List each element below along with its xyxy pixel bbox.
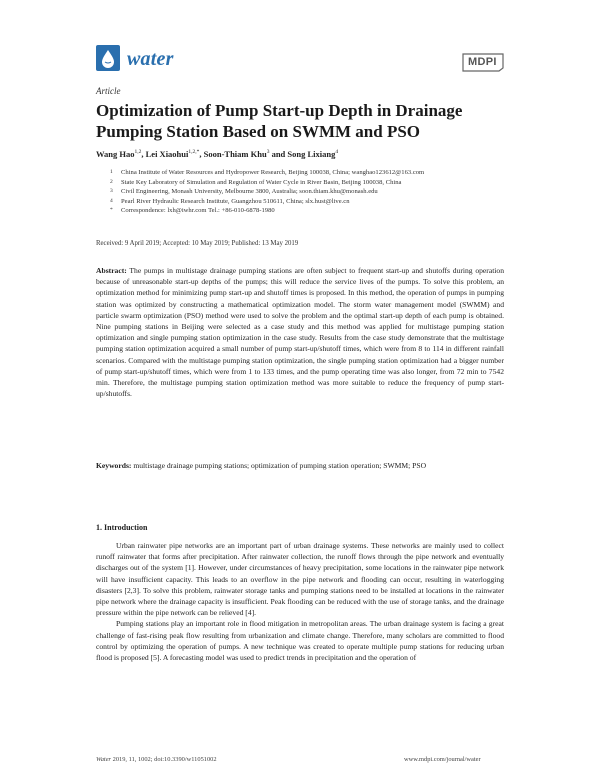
footer-citation-text: 2019, 11, 1002; doi:10.3390/w11051002 bbox=[112, 756, 217, 763]
author-name: Song Lixiang bbox=[287, 149, 336, 159]
keywords-label: Keywords: bbox=[96, 461, 132, 470]
publisher-name: MDPI bbox=[468, 56, 497, 68]
footer-url[interactable]: www.mdpi.com/journal/water bbox=[404, 756, 481, 763]
author-affiliation-marker: 1,2,* bbox=[188, 149, 200, 156]
journal-name: water bbox=[127, 48, 174, 70]
affiliation-item bbox=[110, 187, 510, 197]
keywords-text: multistage drainage pumping stations; optimization of pumping station operation; SWMM; PSO bbox=[133, 461, 427, 470]
keywords bbox=[96, 460, 504, 471]
abstract-label: Abstract: bbox=[96, 266, 127, 275]
journal-logo-icon bbox=[96, 45, 120, 71]
author-affiliation-marker: 3 bbox=[266, 149, 270, 156]
author-affiliation-marker: 4 bbox=[335, 149, 339, 156]
section-heading: 1. Introduction bbox=[96, 523, 148, 532]
affiliation-text: China Institute of Water Resources and Hydropower Research, Beijing 100038, China; wanghao123612@163.com bbox=[121, 169, 425, 176]
affiliation-number: 4 bbox=[110, 197, 113, 204]
affiliation-number: 1 bbox=[110, 169, 113, 175]
affiliation-item bbox=[110, 168, 510, 178]
article-title: Optimization of Pump Start-up Depth in Drainage Pumping Station Based on SWMM and PSO bbox=[96, 101, 463, 141]
author-list: Wang Hao$^{1,2}$, Lei Xiaohui$^{1,2,*}$, Soon-Thiam Khu$^3$ and Song Lixiang$^4$ bbox=[96, 149, 339, 159]
author-name: Soon-Thiam Khu bbox=[203, 149, 267, 159]
article-type: Article bbox=[96, 86, 121, 96]
abstract bbox=[96, 265, 504, 399]
affiliation-text: State Key Laboratory of Simulation and Regulation of Water Cycle in River Basin, Beijing 100038, China bbox=[121, 178, 402, 186]
paragraph: Pumping stations play an important role in flood mitigation in metropolitan areas. The urban drainage system is facing a great challenge of fast-rising peak flow resulting from urbanization and climate change. Therefore, many scholars are committed to flood control by optimizing the operation of pumps. A new technique was created to operate multiple pump stations for reducing urban flood is proposed [5]. A forecasting model was used to predict trends in precipitation and the operation of bbox=[96, 619, 504, 663]
affiliation-item bbox=[110, 197, 510, 207]
affiliation-item bbox=[110, 206, 510, 216]
affiliations bbox=[110, 168, 510, 216]
affiliation-number: 3 bbox=[110, 188, 113, 195]
affiliation-item bbox=[110, 178, 510, 188]
footer-citation bbox=[96, 756, 217, 763]
paragraph: Urban rainwater pipe networks are an important part of urban drainage systems. These networks are mainly used to collect runoff rainwater that forms after precipitation. After rainwater collection, the runoff flows through the pipe network and eventually discharges out of the system [1]. However, under circumstances of heavy precipitation, some locations in the rainwater pipe network will have insufficient capacity. This leads to an overflow in the pipe network and flooding can occur, resulting in waterlogging disasters [2,3]. To solve this problem, rainwater storage tanks and pumping stations need to be installed at locations in the rainwater pipe network where the drainage capacity is insufficient. Peak flooding can be reduced with the use of storage tanks, and the drainage pressure within the pipe network can be relieved [4]. bbox=[96, 541, 504, 618]
author-name: Wang Hao bbox=[96, 149, 135, 159]
author-affiliation-marker: 1,2 bbox=[134, 149, 142, 156]
affiliation-number: 2 bbox=[110, 178, 113, 185]
publication-dates: Received: 9 April 2019; Accepted: 10 May 2019; Published: 13 May 2019 bbox=[96, 240, 299, 247]
correspondence-text: Correspondence: lxh@iwhr.com Tel.: +86-010-6878-1980 bbox=[121, 207, 275, 215]
footer-journal: Water bbox=[96, 756, 112, 763]
affiliation-text: Pearl River Hydraulic Research Institute, Guangzhou 510611, China; slx.hust@live.cn bbox=[121, 197, 350, 205]
author-name: Lei Xiaohui bbox=[145, 149, 189, 159]
affiliation-text: Civil Engineering, Monash University, Melbourne 3800, Australia; soon.thiam.khu@monash.edu bbox=[121, 188, 378, 196]
affiliation-number: * bbox=[110, 207, 113, 214]
body-text bbox=[96, 540, 504, 663]
publisher-logo bbox=[461, 52, 505, 72]
abstract-text: The pumps in multistage drainage pumping stations are often subject to frequent start-up and shutoffs during operation because of unreasonable start-up depths of the pumps; this will reduce the service lives of the pumps. To solve this problem, an optimization method for minimizing pump start-up and shutoff times is proposed. In this method, the operation of pumps in pumping station was optimized by constructing a mathematical optimization model. The storm water management model (SWMM) and particle swarm optimization (PSO) method were used to solve the problem and the optimal start-up depth of each pump is obtained. Nine pumping stations in Beijing were selected as a case study and this method was applied for multistage pumping station optimization and single pumping station optimization in the case study. Results from the case study demonstrate that the multistage pumping station optimization acquired a small number of pump start-up/shutoff times, which were from 8 to 114 in different rainfall scenarios. Compared with the multistage pumping station optimization, the single pumping station optimization had a bigger number of pump start-up/shutoff times, which were from 1 to 133 times, and the pump operating time was also longer, from 72 min to 7542 min. Therefore, the multistage pumping station optimization method was more suitable to reduce the frequency of pump start-up/shutoffs. bbox=[96, 266, 505, 399]
